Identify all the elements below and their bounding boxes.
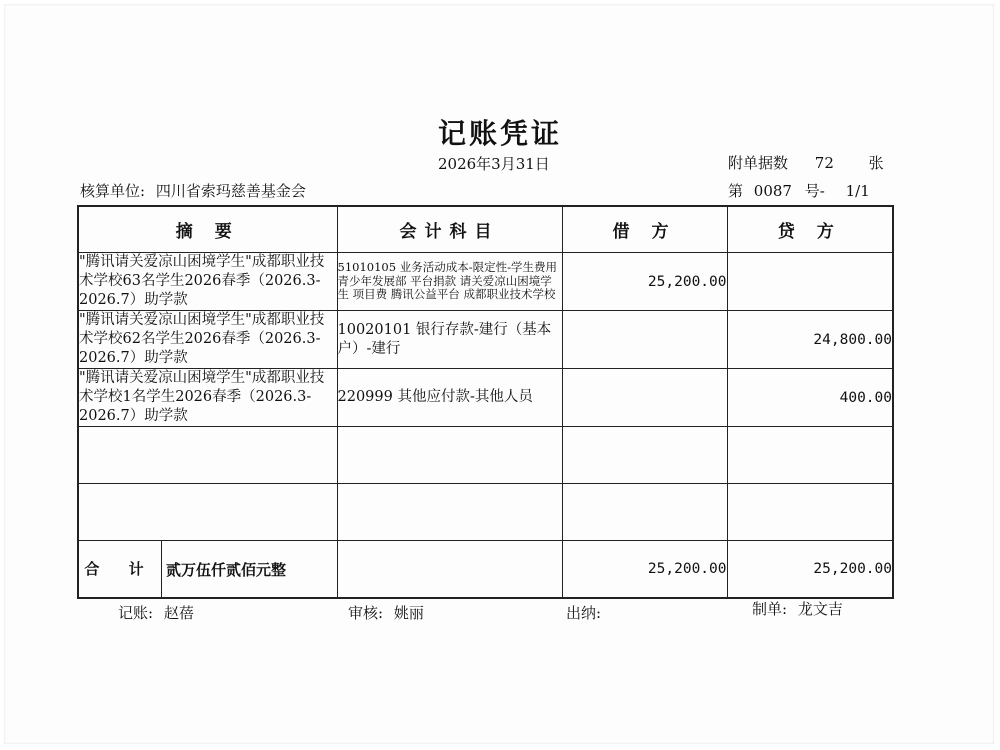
total-account-cell	[337, 541, 562, 599]
cashier-label: 出纳:	[566, 604, 602, 622]
empty-cell	[562, 484, 727, 541]
empty-cell	[727, 427, 893, 484]
table-row	[78, 369, 893, 427]
total-credit: 25,200.00	[727, 541, 893, 599]
row-credit	[727, 253, 893, 311]
preparer-label: 制单:	[752, 600, 788, 618]
attachments-info	[728, 152, 884, 173]
table-row	[78, 311, 893, 369]
row-summary: "腾讯请关爱凉山困境学生"成都职业技术学校62名学生2026春季（2026.3-2026.7）助学款	[78, 311, 337, 369]
empty-row	[78, 427, 893, 484]
row-credit: 24,800.00	[727, 311, 893, 369]
row-debit: 25,200.00	[562, 253, 727, 311]
total-cell	[78, 541, 337, 599]
row-account: 220999 其他应付款-其他人员	[337, 369, 562, 427]
attachments-count: 72	[814, 154, 834, 172]
total-label: 合 计	[79, 541, 162, 597]
voucher-title: 记账凭证	[437, 117, 562, 150]
empty-cell	[337, 427, 562, 484]
total-amount-words: 贰万伍仟贰佰元整	[166, 560, 287, 579]
header-debit: 借 方	[562, 206, 727, 253]
reviewer-label: 审核:	[348, 604, 384, 622]
accounting-unit	[80, 180, 306, 201]
row-account: 51010105 业务活动成本-限定性-学生费用 青少年发展部 平台捐款 请关爱凉山困境学生 项目费 腾讯公益平台 成都职业技术学校	[337, 253, 562, 311]
unit-name: 四川省索玛慈善基金会	[155, 182, 306, 200]
row-summary: "腾讯请关爱凉山困境学生"成都职业技术学校1名学生2026春季（2026.3-2026.7）助学款	[78, 369, 337, 427]
number-value: 0087	[753, 182, 792, 200]
row-debit	[562, 369, 727, 427]
voucher-number	[728, 180, 870, 201]
empty-row	[78, 484, 893, 541]
row-credit: 400.00	[727, 369, 893, 427]
row-summary: "腾讯请关爱凉山困境学生"成都职业技术学校63名学生2026春季（2026.3-2026.7）助学款	[78, 253, 337, 311]
empty-cell	[727, 484, 893, 541]
voucher-table	[77, 205, 894, 599]
cashier-signature	[566, 602, 607, 623]
reviewer-name: 姚丽	[393, 604, 424, 622]
number-prefix: 第	[728, 182, 744, 200]
attachments-unit: 张	[868, 154, 884, 172]
total-debit: 25,200.00	[562, 541, 727, 599]
empty-cell	[78, 427, 337, 484]
page-indicator: 1/1	[845, 182, 870, 200]
empty-cell	[78, 484, 337, 541]
row-account: 10020101 银行存款-建行（基本户）-建行	[337, 311, 562, 369]
header-credit: 贷 方	[727, 206, 893, 253]
total-row	[78, 541, 893, 599]
empty-cell	[562, 427, 727, 484]
reviewer-signature	[348, 602, 424, 623]
row-debit	[562, 311, 727, 369]
bookkeeper-signature	[118, 602, 194, 623]
preparer-name: 龙文吉	[797, 600, 843, 618]
bookkeeper-label: 记账:	[118, 604, 154, 622]
preparer-signature	[752, 598, 843, 619]
attachments-label: 附单据数	[728, 154, 789, 172]
header-row	[78, 206, 893, 253]
header-account: 会计科目	[337, 206, 562, 253]
bookkeeper-name: 赵蓓	[163, 604, 194, 622]
table-row	[78, 253, 893, 311]
header-summary: 摘 要	[78, 206, 337, 253]
number-suffix: 号-	[804, 182, 825, 200]
empty-cell	[337, 484, 562, 541]
unit-label: 核算单位:	[80, 182, 146, 200]
voucher-date: 2026年3月31日	[438, 155, 550, 173]
